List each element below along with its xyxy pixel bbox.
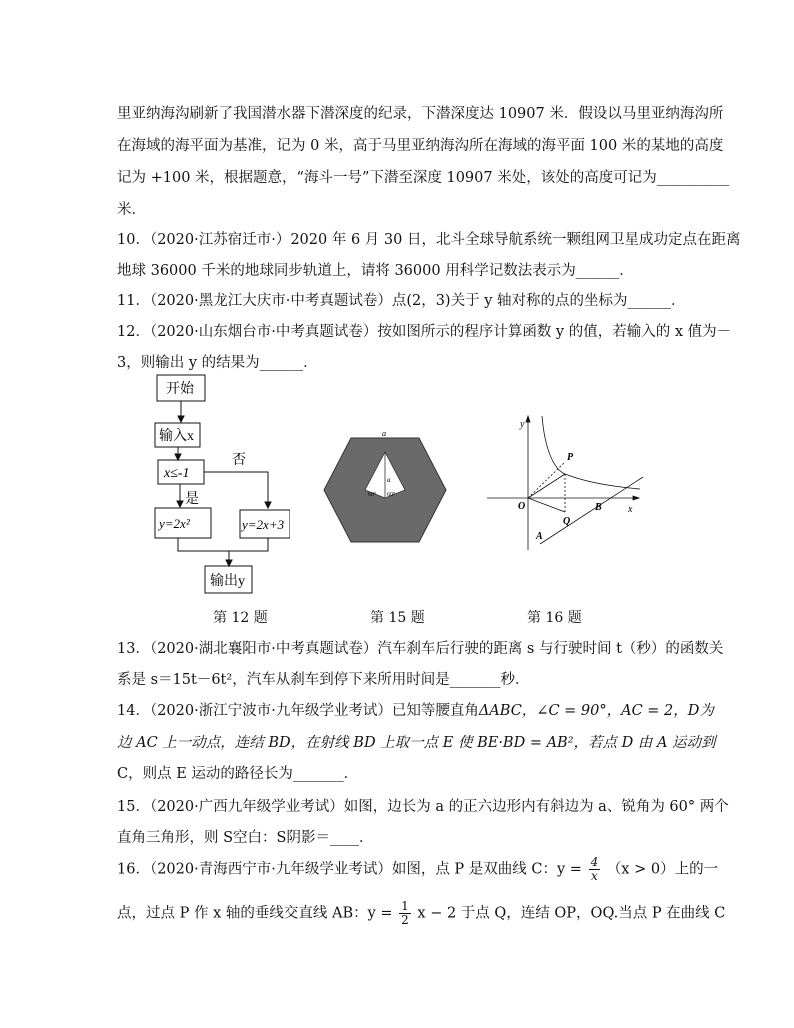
caption-figure-15: 第 15 题 xyxy=(370,610,425,626)
graph-x-label: x xyxy=(628,504,633,515)
question-15-line-2: 直角三角形，则 S空白：S阴影＝____． xyxy=(117,830,374,846)
question-16-suffix: （x > 0）上的一 xyxy=(606,861,719,878)
flow-yes-formula: y=2x² xyxy=(159,516,190,531)
question-16-line-2-prefix: 点，过点 P 作 x 轴的垂线交直线 AB：y = xyxy=(117,905,393,922)
text-line-3: 记为 +100 米，根据题意，“海斗一号”下潜至深度 10907 米处，该处的高度可记为__________ xyxy=(117,170,730,186)
fraction-numerator: 4 xyxy=(590,855,599,869)
question-14-prefix: 14．（2020·浙江宁波市·九年级学业考试）已知等腰直角 xyxy=(117,703,479,719)
hexagon-side-label: a xyxy=(382,430,386,438)
text-line-4: 米． xyxy=(117,202,146,218)
caption-figure-12: 第 12 题 xyxy=(213,610,268,626)
fraction-denominator: x xyxy=(590,869,598,883)
graph-point-b: B xyxy=(595,502,602,513)
hexagon-figure xyxy=(322,430,448,550)
question-10-line-2: 地球 36000 千米的地球同步轨道上，请将 36000 用科学记数法表示为______． xyxy=(117,263,634,279)
text-line-2: 在海域的海平面为基准，记为 0 米，高于马里亚纳海沟所在海域的海平面 100 米的某地的高度 xyxy=(117,138,724,154)
flow-input-label: 输入x xyxy=(159,429,194,444)
hexagon-inner-label: a xyxy=(387,476,391,484)
graph-point-p: P xyxy=(567,452,574,463)
graph-point-q: Q xyxy=(563,516,571,527)
hyperbola-curve xyxy=(542,416,640,489)
flowchart-figure xyxy=(150,373,290,598)
question-15-line-1: 15．（2020·广西九年级学业考试）如图，边长为 a 的正六边形内有斜边为 a、锐角为 60° 两个 xyxy=(117,799,729,815)
question-12-line-1: 12．（2020·山东烟台市·中考真题试卷）按如图所示的程序计算函数 y 的值，若输入的 x 值为－ xyxy=(117,324,732,340)
question-16-line-1 xyxy=(117,856,718,883)
caption-figure-16: 第 16 题 xyxy=(527,610,582,626)
hyperbola-fraction xyxy=(589,856,601,883)
question-14-line-2: 边 AC 上一动点，连结 BD，在射线 BD 上取一点 E 使 BE·BD = AB²，若点 D 由 A 运动到 xyxy=(117,735,716,751)
question-14-line-1 xyxy=(117,699,714,720)
question-16-prefix: 16．（2020·青海西宁市·九年级学业考试）如图，点 P 是双曲线 C：y = xyxy=(117,861,582,878)
graph-y-label: y xyxy=(520,419,525,430)
text-line-1: 里亚纳海沟刷新了我国潜水器下潜深度的纪录，下潜深度达 10907 米．假设以马里亚纳海沟所 xyxy=(117,106,724,122)
question-12-line-2: 3，则输出 y 的结果为______． xyxy=(117,355,318,371)
question-11: 11．（2020·黑龙江大庆市·中考真题试卷）点(2，3)关于 y 轴对称的点的坐标为______． xyxy=(117,293,686,309)
question-10-line-1: 10．（2020·江苏宿迁市·）2020 年 6 月 30 日，北斗全球导航系统一颗组网卫星成功定点在距离 xyxy=(117,232,741,248)
flow-no-formula: y=2x+3 xyxy=(242,517,285,532)
question-16-line-2-suffix: x − 2 于点 Q，连结 OP，OQ.当点 P 在曲线 C xyxy=(417,905,726,922)
question-16-line-2 xyxy=(117,900,725,927)
flow-start-label: 开始 xyxy=(166,382,194,397)
question-13-line-2: 系是 s＝15t－6t²，汽车从刹车到停下来所用时间是_______秒． xyxy=(117,672,530,688)
graph-point-a: A xyxy=(536,531,543,542)
slope-numerator: 1 xyxy=(401,899,409,913)
flow-output-label: 输出y xyxy=(210,574,245,589)
slope-denominator: 2 xyxy=(401,913,409,927)
question-14-line-3: C，则点 E 运动的路径长为_______． xyxy=(117,766,359,782)
flow-yes-label: 是 xyxy=(185,492,199,507)
question-14-condition: ΔABC，∠C = 90°，AC = 2，D为 xyxy=(478,703,714,719)
hexagon-angle-left: 60° xyxy=(368,492,377,498)
graph-origin-label: O xyxy=(518,501,526,512)
flow-condition-label: x≤-1 xyxy=(164,466,190,481)
flow-no-label: 否 xyxy=(232,453,246,468)
hexagon-angle-right: 60° xyxy=(387,492,396,498)
slope-fraction xyxy=(399,900,411,927)
question-13-line-1: 13．（2020·湖北襄阳市·中考真题试卷）汽车刹车后行驶的距离 s 与行驶时间 t（秒）的函数关 xyxy=(117,641,724,657)
coordinate-graph-figure xyxy=(485,412,645,552)
